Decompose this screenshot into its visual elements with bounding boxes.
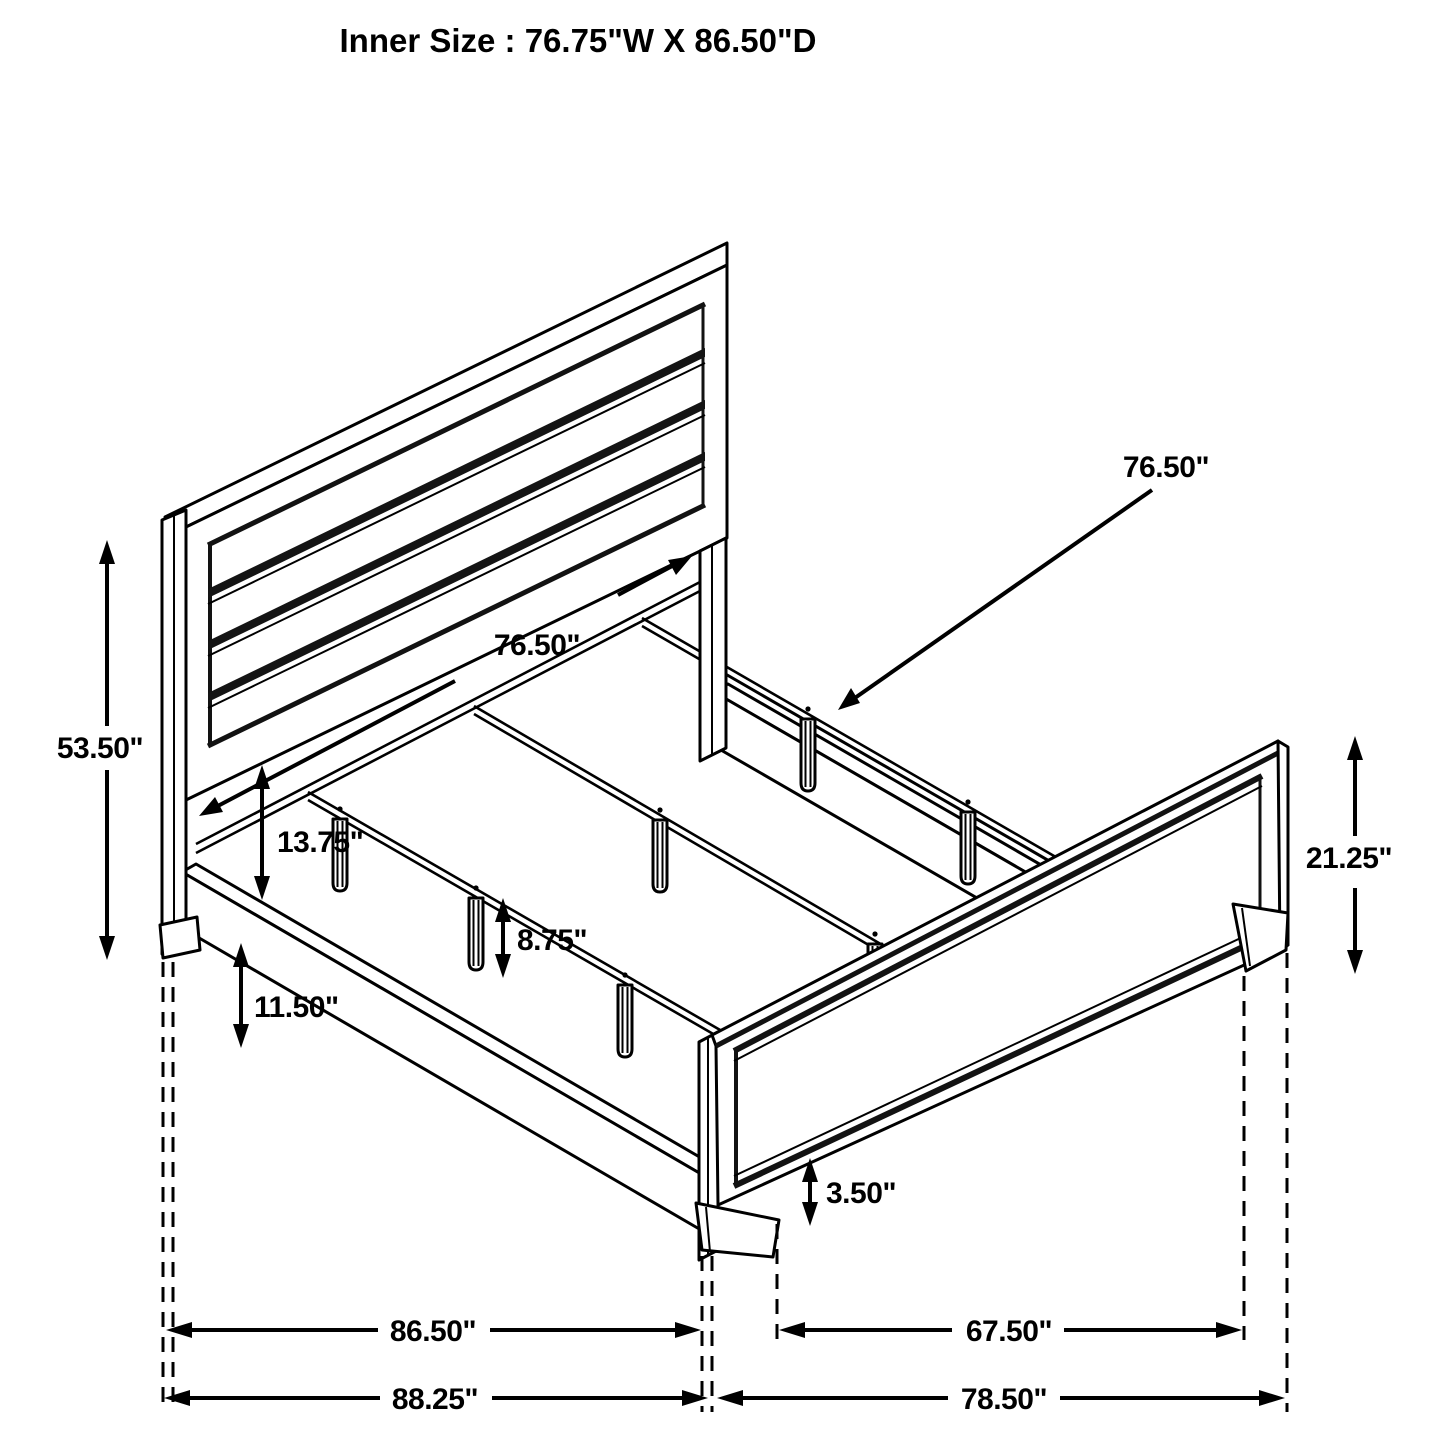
dim-foot-clearance (802, 1158, 896, 1226)
dim-footboard-inner-width (779, 1315, 1242, 1348)
dim-label-foot-clearance: 3.50" (826, 1177, 897, 1210)
dim-overall-width (717, 1383, 1285, 1416)
diagram-title: Inner Size : 76.75"W X 86.50"D (339, 22, 817, 59)
dim-overall-depth (164, 1383, 708, 1416)
dim-leg-height (495, 898, 587, 978)
dim-label-footboard-inner-width: 67.50" (965, 1315, 1053, 1348)
dim-label-headboard-inner-width: 76.50" (493, 629, 581, 662)
dim-inner-depth (166, 1315, 701, 1348)
dim-label-overall-width: 78.50" (960, 1383, 1048, 1416)
headboard (160, 243, 727, 958)
headboard-foot (160, 917, 200, 958)
dim-footboard-height (1306, 736, 1392, 974)
dim-label-footboard-height: 21.25" (1305, 842, 1393, 875)
dim-slat-width (838, 451, 1209, 710)
side-rail-left (182, 864, 715, 1230)
dim-headboard-height (57, 540, 143, 960)
dim-label-headboard-gap: 13.75" (277, 826, 364, 859)
dim-label-inner-depth: 86.50" (389, 1315, 477, 1348)
dim-label-leg-height: 8.75" (517, 924, 588, 957)
dim-label-overall-depth: 88.25" (391, 1383, 479, 1416)
dim-label-slat-width: 76.50" (1122, 451, 1210, 484)
dim-label-headboard-height: 53.50" (56, 732, 144, 765)
dim-label-rail-height: 11.50" (254, 991, 339, 1024)
